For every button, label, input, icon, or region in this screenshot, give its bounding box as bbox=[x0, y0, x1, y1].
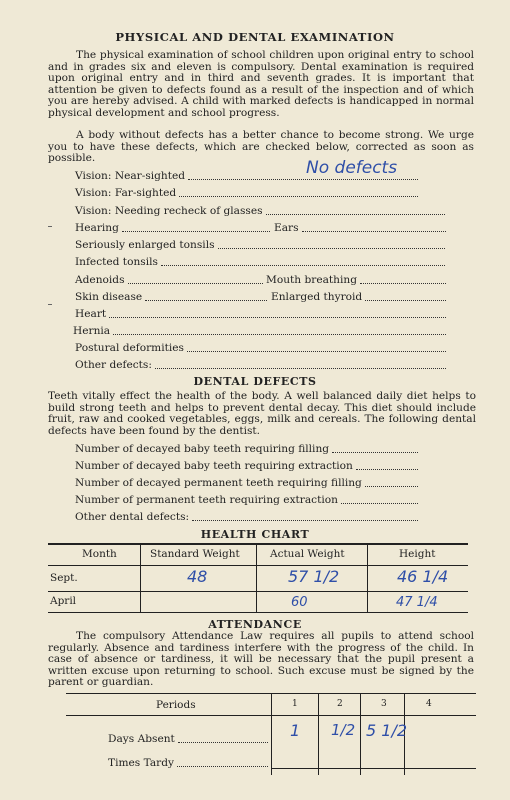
row-month-sept: Sept. bbox=[50, 572, 78, 584]
far-sighted-row bbox=[75, 185, 418, 199]
hearing-label: Hearing bbox=[75, 222, 119, 234]
health-chart-header-rule bbox=[48, 565, 468, 566]
infected-tonsils-row bbox=[75, 254, 445, 268]
period-1: 1 bbox=[292, 699, 298, 709]
hearing-row bbox=[75, 220, 270, 234]
baby-filling-label: Number of decayed baby teeth requiring filling bbox=[75, 443, 330, 455]
sept-standard-weight: 48 bbox=[187, 567, 208, 586]
enlarged-thyroid-label: Enlarged thyroid bbox=[271, 291, 363, 303]
skin-disease-row bbox=[75, 289, 267, 303]
postural-row bbox=[75, 340, 446, 354]
april-height: 47 1/4 bbox=[396, 595, 438, 610]
enlarged-tonsils-label: Seriously enlarged tonsils bbox=[75, 239, 215, 251]
health-chart-top-rule bbox=[48, 543, 468, 545]
attendance-col-divider bbox=[318, 693, 319, 775]
health-chart-col-divider bbox=[256, 543, 257, 612]
days-absent-period-3: 5 1/2 bbox=[366, 721, 408, 740]
physical-intro: The physical examination of school children upon original entry to school and in grades six and eleven is compulsory. Dental examination is required upon original entry and in third and seventh grades. It is important that attention be given to defects found as a result of the inspection and of which you are hereby advised. A child with marked defects is handicapped in normal physical development and school progress. bbox=[48, 49, 474, 119]
adenoids-row bbox=[75, 272, 263, 286]
health-chart-col-divider bbox=[140, 543, 141, 612]
attendance-text: The compulsory Attendance Law requires all pupils to attend school regularly. Absence and tardiness interfere with the progress of the child. In case of absence or tardiness, it will be necessary that the pupil present a written excuse upon returning to school. Such excuse must be signed by the parent or guardian. bbox=[48, 630, 474, 689]
glasses-recheck-row bbox=[75, 203, 445, 217]
other-dental-label: Other dental defects: bbox=[75, 511, 190, 523]
postural-label: Postural deformities bbox=[75, 342, 184, 354]
health-chart-row-rule bbox=[48, 591, 468, 592]
ears-label: Ears bbox=[274, 222, 299, 234]
other-defects-row bbox=[75, 357, 446, 371]
hernia-label: Hernia bbox=[73, 325, 111, 337]
days-absent-period-1: 1 bbox=[290, 721, 301, 740]
ears-row bbox=[274, 220, 446, 234]
perm-filling-row bbox=[75, 475, 418, 489]
adenoids-label: Adenoids bbox=[75, 274, 125, 286]
heart-row bbox=[75, 306, 446, 320]
skin-disease-label: Skin disease bbox=[75, 291, 143, 303]
times-tardy-row bbox=[108, 755, 268, 769]
april-actual-weight: 60 bbox=[291, 595, 308, 610]
handwritten-no-defects: No defects bbox=[306, 158, 398, 178]
periods-label: Periods bbox=[156, 699, 196, 711]
margin-tick bbox=[48, 304, 52, 305]
sept-height: 46 1/4 bbox=[397, 567, 449, 586]
row-month-april: April bbox=[50, 595, 77, 607]
health-chart-col-divider bbox=[367, 543, 368, 612]
mouth-breathing-label: Mouth breathing bbox=[266, 274, 357, 286]
dental-intro: Teeth vitally effect the health of the body. A well balanced daily diet helps to build strong teeth and helps to prevent dental decay. This diet should include fruit, raw and cooked vegetables, eggs, milk and cereals. The following dental defects have been found by the dentist. bbox=[48, 390, 476, 437]
baby-extraction-label: Number of decayed baby teeth requiring extraction bbox=[75, 460, 353, 472]
near-sighted-label: Vision: Near-sighted bbox=[75, 170, 186, 182]
mouth-breathing-row bbox=[266, 272, 446, 286]
days-absent-label: Days Absent bbox=[108, 733, 175, 745]
margin-tick bbox=[48, 226, 52, 227]
header-standard-weight: Standard Weight bbox=[150, 548, 240, 560]
days-absent-period-2: 1/2 bbox=[331, 721, 356, 739]
enlarged-thyroid-row bbox=[271, 289, 446, 303]
days-absent-row bbox=[108, 731, 268, 745]
perm-filling-label: Number of decayed permanent teeth requiring filling bbox=[75, 477, 362, 489]
attendance-col-divider bbox=[360, 693, 361, 775]
baby-filling-row bbox=[75, 441, 418, 455]
attendance-title: ATTENDANCE bbox=[208, 618, 302, 631]
other-defects-label: Other defects: bbox=[75, 359, 152, 371]
tardy-rule bbox=[271, 768, 476, 769]
physical-urge: A body without defects has a better chance to become strong. We urge you to have these defects, which are checked below, corrected as soon as possible. bbox=[48, 129, 474, 165]
header-actual-weight: Actual Weight bbox=[270, 548, 345, 560]
sept-actual-weight: 57 1/2 bbox=[288, 567, 340, 586]
perm-extraction-label: Number of permanent teeth requiring extraction bbox=[75, 494, 338, 506]
header-month: Month bbox=[82, 548, 117, 560]
period-4: 4 bbox=[426, 699, 432, 709]
dental-title: DENTAL DEFECTS bbox=[193, 375, 317, 388]
times-tardy-label: Times Tardy bbox=[108, 757, 174, 769]
infected-tonsils-label: Infected tonsils bbox=[75, 256, 158, 268]
far-sighted-label: Vision: Far-sighted bbox=[75, 187, 177, 199]
hernia-row bbox=[73, 323, 446, 337]
health-chart-bottom-rule bbox=[48, 612, 468, 613]
baby-extraction-row bbox=[75, 458, 418, 472]
health-chart-title: HEALTH CHART bbox=[200, 528, 310, 541]
period-3: 3 bbox=[381, 699, 387, 709]
header-height: Height bbox=[399, 548, 436, 560]
heart-label: Heart bbox=[75, 308, 107, 320]
attendance-col-divider bbox=[271, 693, 272, 775]
perm-extraction-row bbox=[75, 492, 418, 506]
other-dental-row bbox=[75, 509, 418, 523]
period-2: 2 bbox=[337, 699, 343, 709]
glasses-recheck-label: Vision: Needing recheck of glasses bbox=[75, 205, 263, 217]
enlarged-tonsils-row bbox=[75, 237, 445, 251]
physical-title: PHYSICAL AND DENTAL EXAMINATION bbox=[115, 30, 395, 44]
